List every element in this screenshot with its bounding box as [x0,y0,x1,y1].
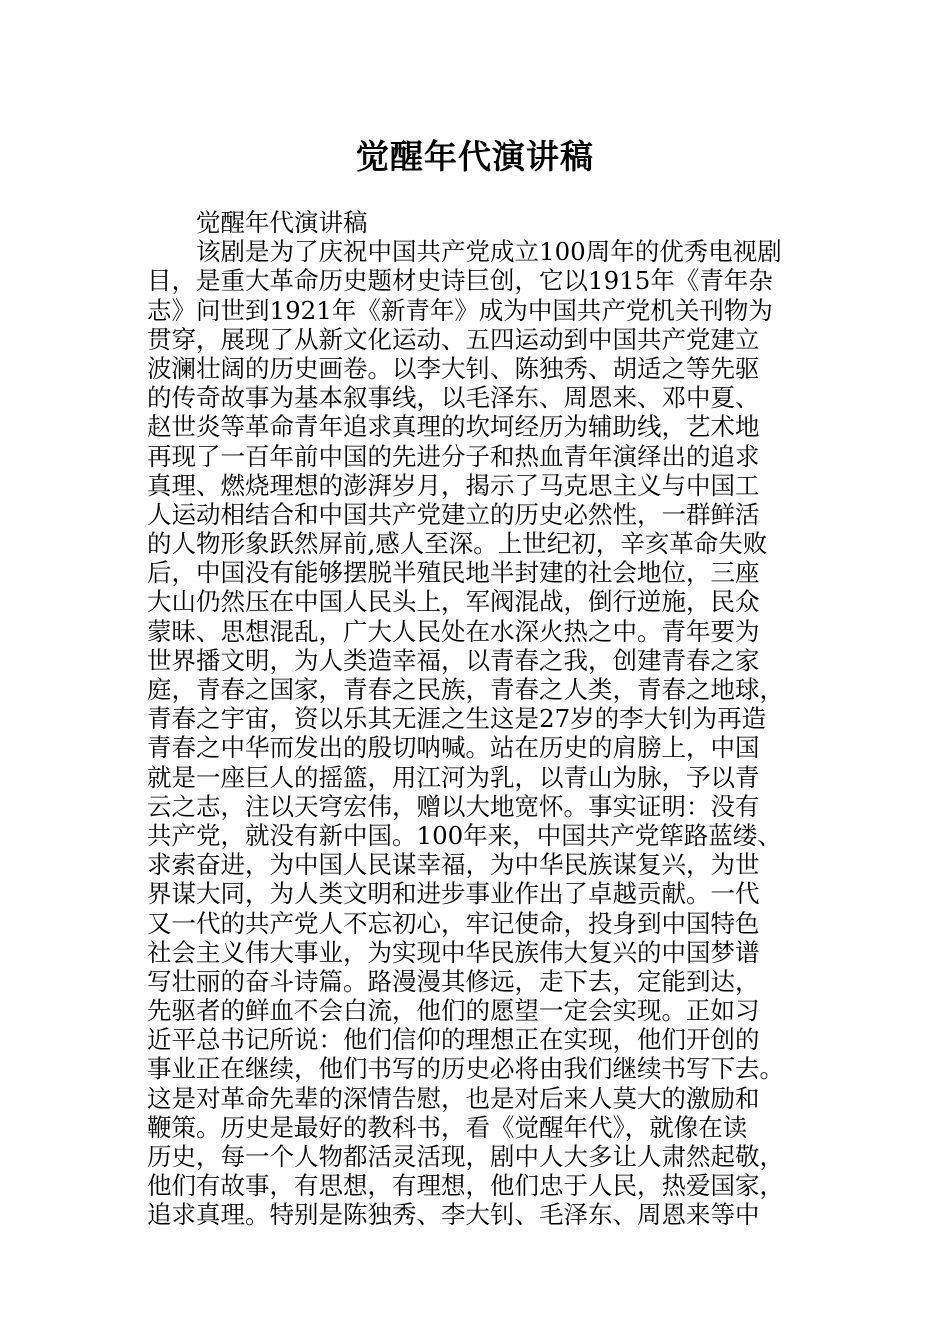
body-line: 志》问世到1921年《新青年》成为中国共产党机关刊物为 [147,295,773,325]
body-line: 赵世炎等革命青年追求真理的坎坷经历为辅助线，艺术地 [147,412,760,442]
body-line: 该剧是为了庆祝中国共产党成立100周年的优秀电视剧 [196,237,782,267]
body-line: 历史，每一个人物都活灵活现，剧中人大多让人肃然起敬， [147,1142,784,1171]
body-line: 蒙昧、思想混乱，广大人民处在水深火热之中。青年要为 [147,616,760,646]
body-line: 目，是重大革命历史题材史诗巨创，它以1915年《青年杂 [147,266,773,296]
body-line: 界谋大同，为人类文明和进步事业作出了卓越贡献。一代 [147,879,760,909]
body-line: 人运动相结合和中国共产党建立的历史必然性，一群鲜活 [147,499,760,529]
body-line: 鞭策。历史是最好的教科书，看《觉醒年代》，就像在读 [147,1112,748,1142]
body-line: 世界播文明，为人类造幸福，以青春之我，创建青春之家 [147,645,760,675]
body-line: 追求真理。特别是陈独秀、李大钊、毛泽东、周恩来等中 [147,1200,760,1230]
body-line: 事业正在继续，他们书写的历史必将由我们继续书写下去。 [147,1054,784,1084]
body-line: 就是一座巨人的摇篮，用江河为乳，以青山为脉，予以青 [147,762,760,792]
body-line: 波澜壮阔的历史画卷。以李大钊、陈独秀、胡适之等先驱 [147,353,760,383]
body-line: 又一代的共产党人不忘初心，牢记使命，投身到中国特色 [147,908,760,938]
document-title: 觉醒年代演讲稿 [356,137,594,176]
body-line: 贯穿，展现了从新文化运动、五四运动到中国共产党建立 [147,324,760,354]
document-body [147,208,807,1230]
body-line: 写壮丽的奋斗诗篇。路漫漫其修远，走下去，定能到达， [147,966,760,996]
body-line: 云之志，注以天穹宏伟，赠以大地宽怀。事实证明：没有 [147,791,760,821]
body-line: 后，中国没有能够摆脱半殖民地半封建的社会地位，三座 [147,558,760,588]
subtitle-line: 觉醒年代演讲稿 [196,208,368,237]
body-line: 真理、燃烧理想的澎湃岁月，揭示了马克思主义与中国工 [147,470,760,500]
body-line: 共产党，就没有新中国。100年来，中国共产党筚路蓝缕、 [147,820,782,850]
body-line: 求索奋进，为中国人民谋幸福，为中华民族谋复兴，为世 [147,850,760,880]
body-line: 他们有故事，有思想，有理想，他们忠于人民，热爱国家， [147,1171,784,1201]
body-line: 青春之宇宙，资以乐其无涯之生这是27岁的李大钊为再造 [147,704,767,734]
body-line: 的传奇故事为基本叙事线，以毛泽东、周恩来、邓中夏、 [147,383,760,413]
body-line: 再现了一百年前中国的先进分子和热血青年演绎出的追求 [147,441,760,471]
body-line: 青春之中华而发出的殷切呐喊。站在历史的肩膀上，中国 [147,733,760,763]
body-line: 大山仍然压在中国人民头上，军阀混战，倒行逆施，民众 [147,587,760,617]
body-line: 庭，青春之国家，青春之民族，青春之人类，青春之地球， [147,675,784,704]
body-line: 先驱者的鲜血不会白流，他们的愿望一定会实现。正如习 [147,996,760,1026]
body-line: 的人物形象跃然屏前,感人至深。上世纪初，辛亥革命失败 [147,529,768,559]
body-line: 社会主义伟大事业，为实现中华民族伟大复兴的中国梦谱 [147,937,760,967]
body-line: 近平总书记所说：他们信仰的理想正在实现，他们开创的 [147,1025,760,1055]
body-line: 这是对革命先辈的深情告慰，也是对后来人莫大的激励和 [147,1083,760,1113]
